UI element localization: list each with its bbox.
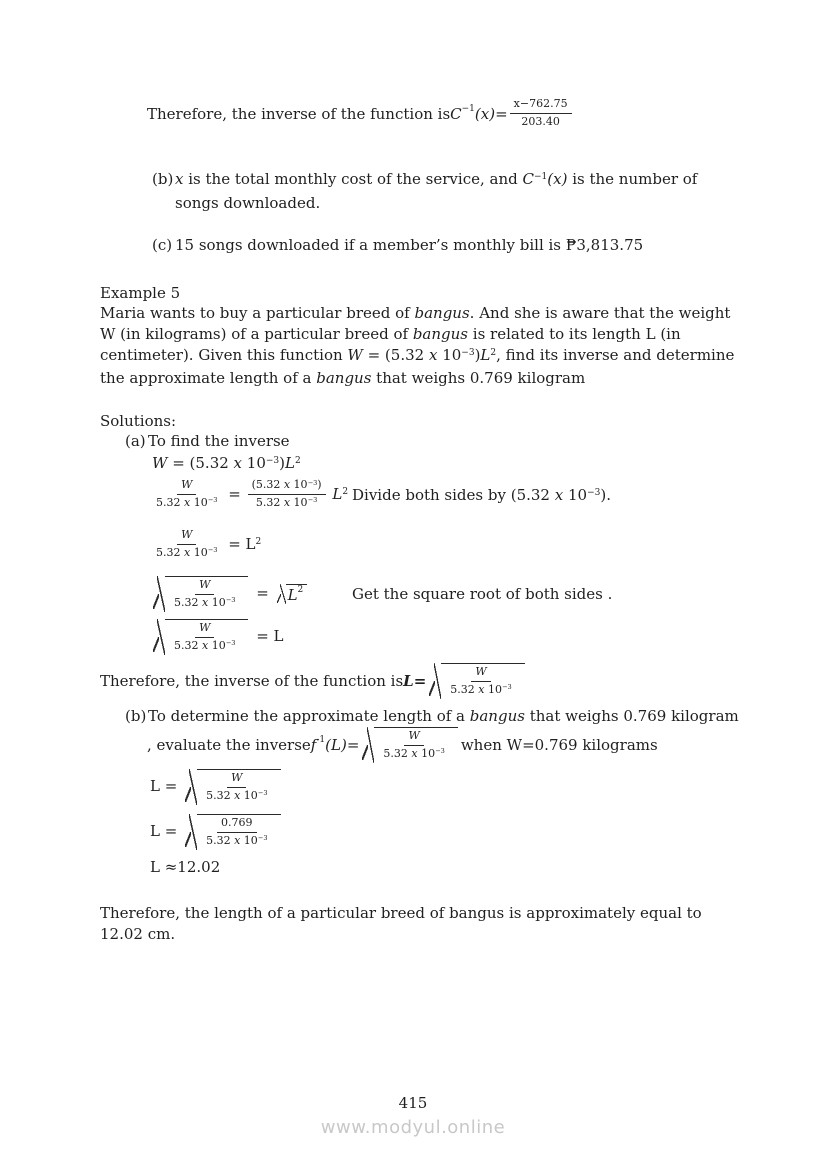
evaluate-inverse-line: , evaluate the inverse f $^{-1}$ (L) = $\frac{W}{5.32 x 10^{-3}}$ when W=0.769 kilograms: [147, 727, 826, 763]
example-heading: Example 5: [100, 284, 181, 302]
list-item-b2: [125, 707, 826, 725]
item-c-label: (c): [152, 236, 173, 254]
conclusion-line: 12.02 cm.: [100, 925, 176, 944]
equation-sqrt-equals-l: [0, 617, 826, 657]
equation: L = $\frac{W}{5.32 x 10^{-3}}$: [150, 769, 284, 805]
note-square-root: Get the square root of both sides .: [352, 585, 613, 604]
therefore-inverse-l-line: Therefore, the inverse of the function is L = $\frac{W}{5.32 x 10^{-3}}$: [100, 661, 826, 701]
equation: L ≈12.02: [150, 858, 221, 877]
equation-square-root-both-sides: [0, 574, 826, 614]
equation-divide-both-sides: [0, 478, 826, 512]
watermark: www.modyul.online: [320, 1117, 506, 1138]
item-b-line1: x is the total monthly cost of the service, and $C^{-1}(x)$ is the number of: [175, 170, 698, 188]
example-paragraph-line: Maria wants to buy a particular breed of bangus. And she is aware that the weight: [100, 304, 731, 322]
equation-given-function: [0, 451, 826, 475]
equation-w-over-constant-equals-l-squared: [0, 528, 826, 562]
conclusion-paragraph: [100, 903, 745, 945]
list-item-b: [152, 169, 826, 214]
item-c-text: 15 songs downloaded if a member’s monthly bill is ₱3,813.75: [175, 236, 644, 254]
equation: $\frac{W}{5.32 x 10^{-3}}$ = L: [150, 619, 284, 655]
equation: $\frac{W}{5.32 x 10^{-3}}$ = $\frac{(5.32 x 10^{-3})}{5.32 x 10^{-3}}$ $L^2$: [156, 478, 349, 509]
item-a-text: To find the inverse: [148, 432, 290, 451]
page-number: 415: [398, 1094, 428, 1112]
equation-l-result: [0, 856, 826, 878]
item-b-text: [175, 169, 697, 214]
example-paragraph-line: W (in kilograms) of a particular breed of bangus is related to its length L (in: [100, 324, 681, 343]
note-divide-both-sides: Divide both sides by (5.32 x $10^{-3}$).: [352, 486, 611, 505]
equation: $\frac{W}{5.32 x 10^{-3}}$ = L $^2$: [150, 576, 310, 612]
list-item-a: [125, 432, 826, 450]
example-paragraph-line: the approximate length of a bangus that weighs 0.769 kilogram: [100, 369, 586, 388]
item-b-line2: songs downloaded.: [175, 194, 321, 212]
item-b2-text: To determine the approximate length of a bangus that weighs 0.769 kilogram: [148, 707, 739, 726]
example-paragraph: [100, 303, 745, 389]
example-paragraph-line: centimeter). Given this function W = (5.32 x $10^{-3})L^2$, find its inverse and determine: [100, 345, 735, 364]
item-b2-label: (b): [125, 707, 147, 726]
equation: W = (5.32 x $10^{-3})L^2$: [152, 454, 301, 473]
item-b-label: (b): [152, 170, 174, 188]
list-item-c: [152, 236, 826, 254]
inverse-c-function-line: Therefore, the inverse of the function is C $^{-1}$ (x) = $\frac{x-762.75}{203.40}$: [147, 96, 826, 132]
equation: $\frac{W}{5.32 x 10^{-3}}$ = $L^2$: [156, 528, 262, 559]
equation: L = $\frac{0.769}{5.32 x 10^{-3}}$: [150, 814, 284, 850]
solutions-label: Solutions:: [100, 412, 177, 431]
conclusion-line: Therefore, the length of a particular breed of bangus is approximately equal to: [100, 904, 702, 923]
item-a-label: (a): [125, 432, 146, 451]
equation-l-equals-sqrt-w: [0, 767, 826, 807]
equation-l-equals-sqrt-0769: [0, 811, 826, 853]
